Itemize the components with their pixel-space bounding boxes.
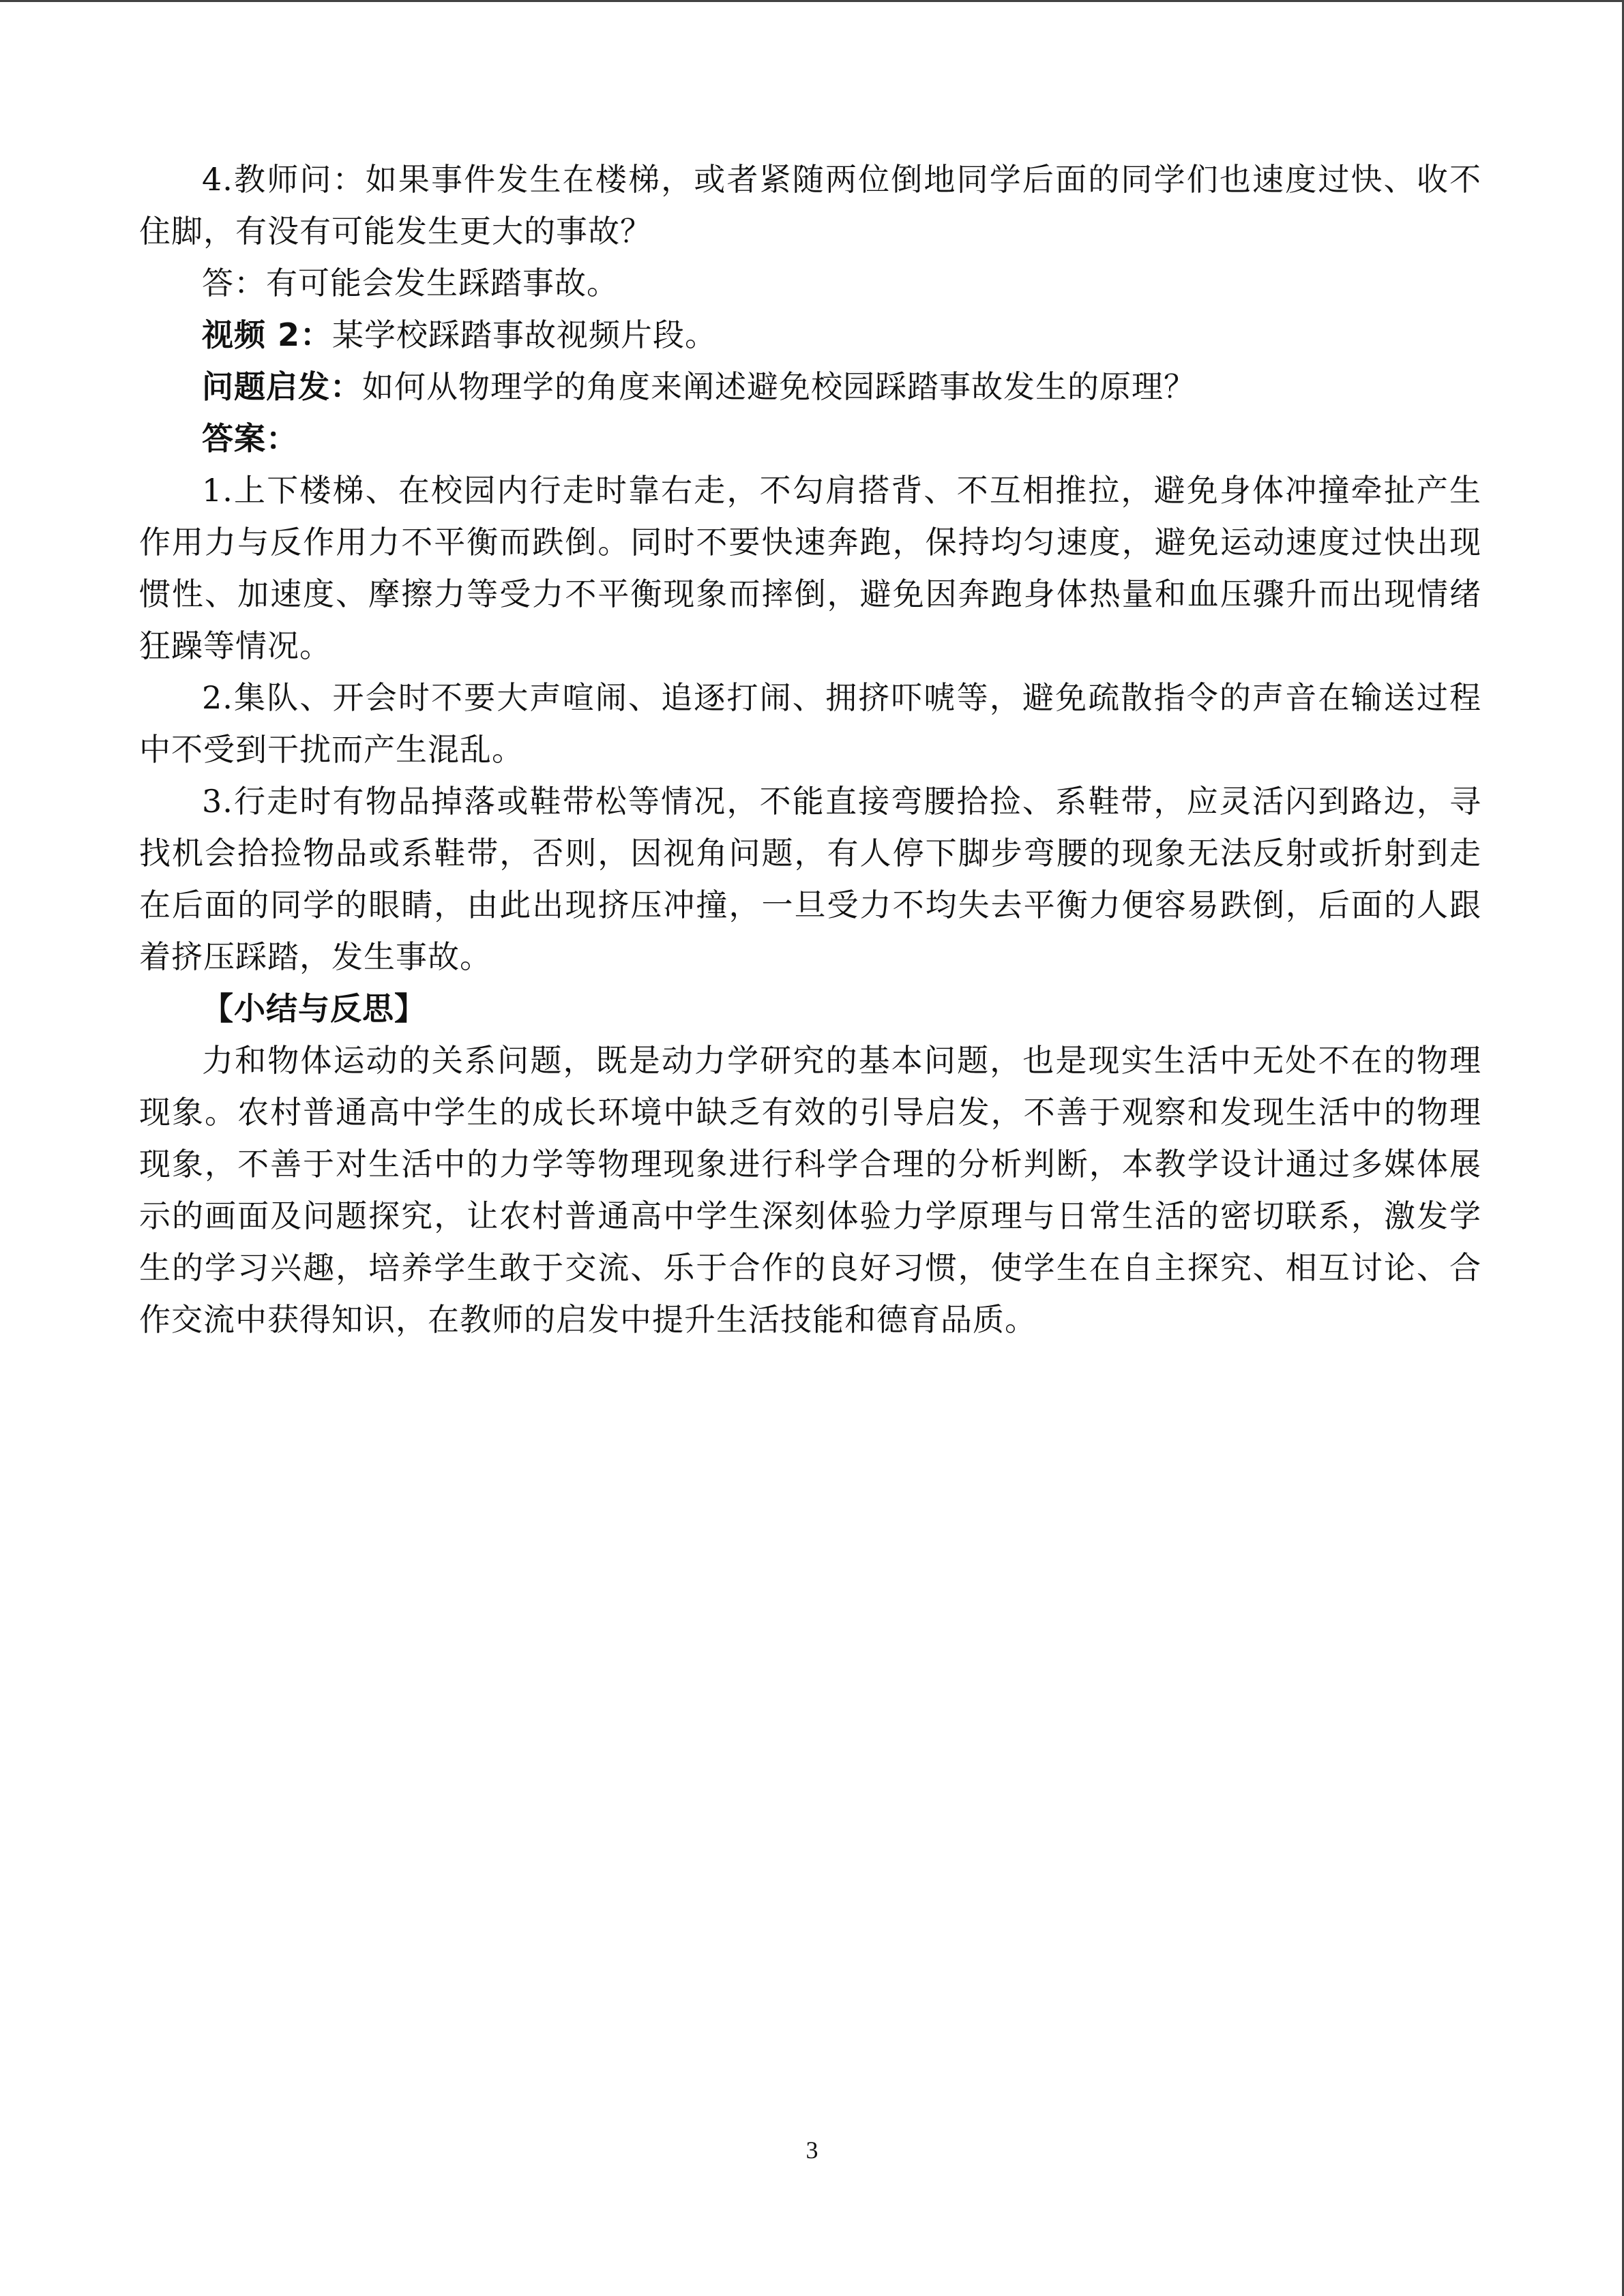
answer-item-1: 1.上下楼梯、在校园内行走时靠右走，不勾肩搭背、不互相推拉，避免身体冲撞牵扯产生作用力与反作用力不平衡而跌倒。同时不要快速奔跑，保持均匀速度，避免运动速度过快出现惯性、加速度、摩擦力等受力不平衡现象而摔倒，避免因奔跑身体热量和血压骤升而出现情绪狂躁等情况。 (139, 472, 1481, 664)
answer-item-3: 3.行走时有物品掉落或鞋带松等情况，不能直接弯腰拾捡、系鞋带，应灵活闪到路边，寻找机会拾捡物品或系鞋带，否则，因视角问题，有人停下脚步弯腰的现象无法反射或折射到走在后面的同学的眼睛，由此出现挤压冲撞，一旦受力不均失去平衡力便容易跌倒，后面的人跟着挤压踩踏，发生事故。 (139, 783, 1481, 975)
teacher-question-4: 4.教师问：如果事件发生在楼梯，或者紧随两位倒地同学后面的同学们也速度过快、收不住脚，有没有可能发生更大的事故？ (139, 161, 1481, 250)
video-2-label: 视频 2： (202, 316, 333, 353)
document-body (139, 153, 1481, 1345)
summary-paragraph: 力和物体运动的关系问题，既是动力学研究的基本问题，也是现实生活中无处不在的物理现象。农村普通高中学生的成长环境中缺乏有效的引导启发，不善于观察和发现生活中的物理现象，不善于对生活中的力学等物理现象进行科学合理的分析判断，本教学设计通过多媒体展示的画面及问题探究，让农村普通高中学生深刻体验力学原理与日常生活的密切联系，激发学生的学习兴趣，培养学生敢于交流、乐于合作的良好习惯，使学生在自主探究、相互讨论、合作交流中获得知识，在教师的启发中提升生活技能和德育品质。 (139, 1042, 1481, 1338)
answer-heading: 答案： (202, 420, 298, 457)
question-prompt-text: 如何从物理学的角度来阐述避免校园踩踏事故发生的原理？ (362, 368, 1196, 405)
answer-item-2: 2.集队、开会时不要大声喧闹、追逐打闹、拥挤吓唬等，避免疏散指令的声音在输送过程中不受到干扰而产生混乱。 (139, 679, 1481, 768)
summary-heading: 【小结与反思】 (202, 990, 426, 1027)
question-prompt-label: 问题启发： (202, 368, 362, 405)
video-2-line (139, 309, 1481, 361)
page-number: 3 (806, 2136, 818, 2164)
video-2-text: 某学校踩踏事故视频片段。 (332, 316, 718, 353)
answer-to-question-4: 答：有可能会发生踩踏事故。 (202, 265, 619, 301)
question-prompt-line (139, 361, 1481, 413)
